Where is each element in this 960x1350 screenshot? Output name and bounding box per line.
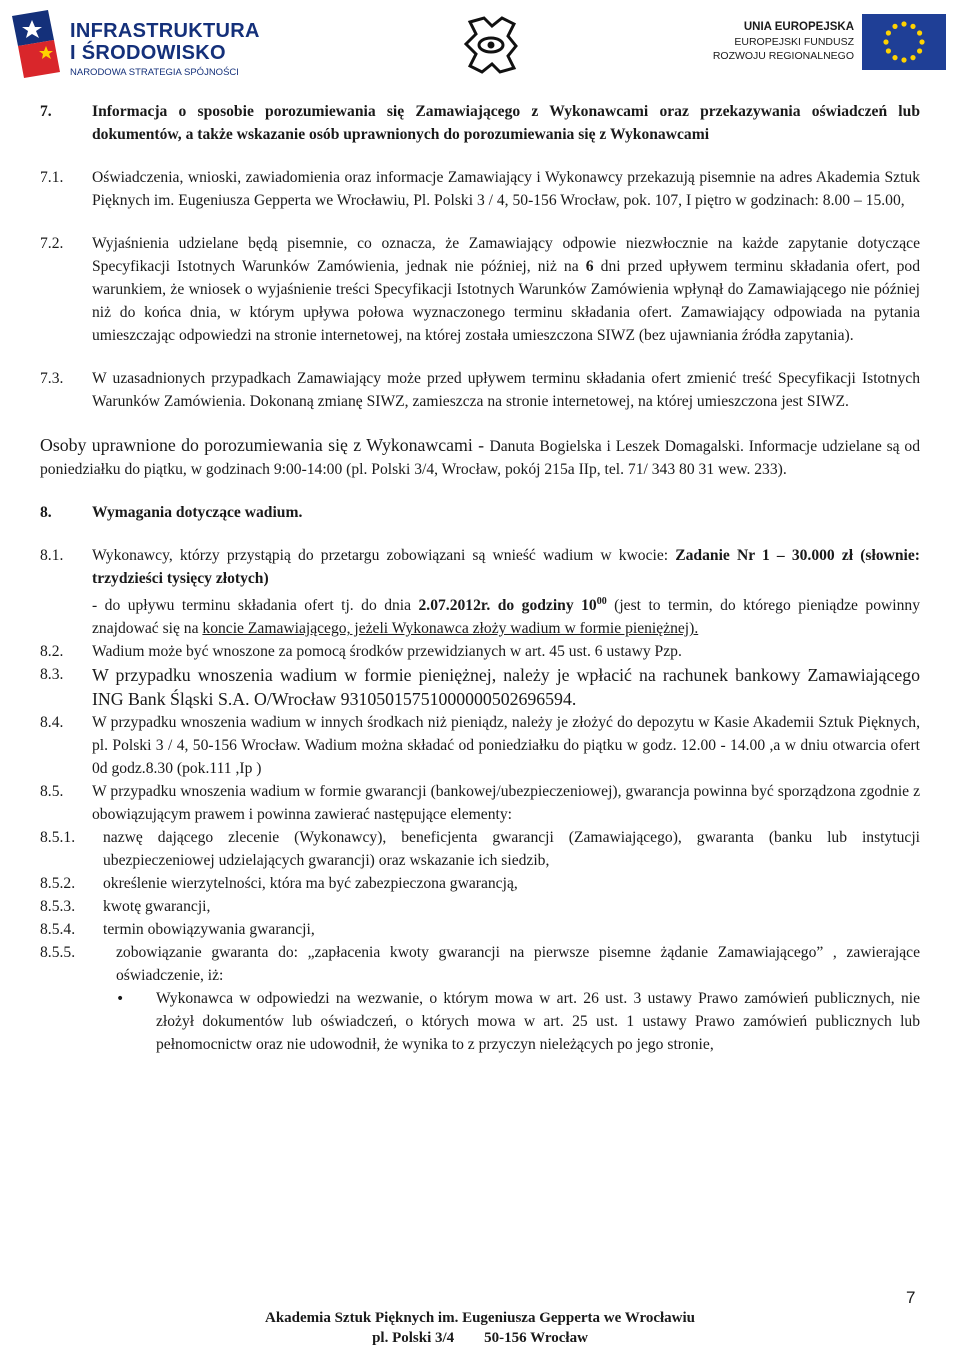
paragraph-8-5-1 xyxy=(40,826,920,872)
section-7-heading xyxy=(40,100,920,146)
paragraph-8-2 xyxy=(40,640,920,663)
eu-line-3: ROZWOJU REGIONALNEGO xyxy=(712,50,854,62)
paragraph-text: kwotę gwarancji, xyxy=(103,898,211,916)
eu-line-1: UNIA EUROPEJSKA xyxy=(743,21,854,33)
text-span: - do upływu terminu składania ofert tj. do dnia xyxy=(92,597,419,615)
paragraph-number: 8.5.1. xyxy=(40,829,76,847)
paragraph-text: Wadium może być wnoszone za pomocą środków przewidzianych w art. 45 ust. 6 ustawy Pzp. xyxy=(92,643,682,661)
paragraph-number: 8.5.4. xyxy=(40,921,76,939)
persons-lead: Osoby uprawnione do porozumiewania się z Wykonawcami - xyxy=(40,435,490,455)
paragraph-text: zobowiązanie gwaranta do: „zapłacenia kwoty gwarancji na pierwsze pisemne żądanie Zamawiającego” , zawierające oświadczenie, iż: xyxy=(116,944,920,985)
paragraph-number: 7.3. xyxy=(40,370,64,387)
paragraph-8-5-2 xyxy=(40,872,920,895)
logo-line-3: NARODOWA STRATEGIA SPÓJNOŚCI xyxy=(70,67,239,78)
paragraph-7-2 xyxy=(40,232,920,347)
logo-line-2: I ŚRODOWISKO xyxy=(70,42,226,64)
paragraph-number: 7.2. xyxy=(40,235,64,252)
paragraph-number: 7.1. xyxy=(40,169,64,186)
section-8-heading xyxy=(40,501,920,524)
eu-logo xyxy=(712,10,952,76)
paragraph-7-1 xyxy=(40,166,920,212)
paragraph-7-3 xyxy=(40,367,920,413)
text-span: dni przed upływem terminu składania ofert, pod warunkiem, że wniosek o wyjaśnienie treści Specyfikacji Istotnych Warunków Zamówienia wpłynął do Zamawiającego nie później niż do końca dnia, w którym upływa połowa wyznaczonego terminu składania ofert. Zamawiający odpowiada na pytania umieszczając odpowiedzi na stronie internetowej, na której została umieszczona SIWZ (bez ujawniania źródła zapytania). xyxy=(92,258,921,344)
section-number: 8. xyxy=(40,504,52,521)
section-title: Wymagania dotyczące wadium. xyxy=(92,504,303,521)
paragraph-text xyxy=(92,544,920,640)
authorized-persons xyxy=(40,433,920,481)
paragraph-text: W przypadku wnoszenia wadium w innych środkach niż pieniądz, należy je złożyć do depozytu w Kasie Akademii Sztuk Pięknych, pl. Polski 3 / 4, 50-156 Wrocław. Wadium można składać od poniedziałku do piątku w godz. 12.00 - 14.00 ,a w dniu otwarcia ofert 0d godz.8.30 (pok.111 ,Ip ) xyxy=(92,714,920,778)
paragraph-text: W przypadku wnoszenia wadium w formie pieniężnej, należy je wpłacić na rachunek bankowy Zamawiającego ING Bank Śląski S.A. O/Wrocław 93105015751000000502696594. xyxy=(92,665,920,710)
logo-bar xyxy=(0,0,960,90)
logo-line-1: INFRASTRUKTURA xyxy=(70,20,260,42)
paragraph-8-5-5 xyxy=(40,941,920,987)
paragraph-text: określenie wierzytelności, która ma być zabezpieczona gwarancją, xyxy=(103,875,518,893)
persons-details: Informacje udzielane są od poniedziałku do piątku, w godzinach 9:00-14:00 (pl. Polski 3/4, Wrocław, pokój 215a IIp, tel. 71/ 343 80 31 wew. 233). xyxy=(40,438,920,478)
deadline-minutes: 00 xyxy=(596,596,607,607)
paragraph-number: 8.5.3. xyxy=(40,898,76,916)
bullet-item xyxy=(116,987,920,1056)
poland-flag-stars-icon xyxy=(8,6,66,80)
paragraph-text: nazwę dającego zlecenie (Wykonawcy), beneficjenta gwarancji (Zamawiającego), gwaranta (banku lub instytucji ubezpieczeniowej udzielających gwarancji) oraz wskazanie ich siedzib, xyxy=(103,829,920,870)
paragraph-text: termin obowiązywania gwarancji, xyxy=(103,921,315,939)
text-span: Wyjaśnienia udzielane będą pisemnie, co oznacza, że Zamawiający odpowie niezwłocznie na każde zapytanie dotyczące Specyfikacji Istotnych Warunków Zamówienia, jednak nie później, niż na xyxy=(92,235,920,275)
paragraph-8-3 xyxy=(40,663,920,711)
text-span: (jest to termin, do którego pieniądze powinny znajdować się na xyxy=(92,597,921,638)
infrastruktura-logo xyxy=(8,6,268,80)
underlined-text: koncie Zamawiającego, jeżeli Wykonawca złoży wadium w formie pieniężnej). xyxy=(202,620,699,638)
document-body xyxy=(40,100,920,1056)
paragraph-number: 8.3. xyxy=(40,666,64,684)
persons-names: Danuta Bogielska i Leszek Domagalski. xyxy=(489,438,744,455)
paragraph-text: W uzasadnionych przypadkach Zamawiający może przed upływem terminu składania ofert zmienić treść Specyfikacji Istotnych Warunków Zamówienia. Dokonaną zmianę SIWZ, zamieszcza na stronie internetowej, na której umieszczona jest SIWZ. xyxy=(92,370,920,410)
bullet-icon xyxy=(116,987,156,1056)
paragraph-text: Oświadczenia, wnioski, zawiadomienia oraz informacje Zamawiający i Wykonawcy przekazują pisemnie na adres Akademia Sztuk Pięknych im. Eugeniusza Gepperta we Wrocławiu, Pl. Polski 3 / 4, 50-156 Wrocław, pok. 107, I piętro w godzinach: 8.00 – 15.00, xyxy=(92,169,920,209)
text-span: Wykonawcy, którzy przystąpią do przetargu zobowiązani są wnieść wadium w kwocie: xyxy=(92,547,676,564)
paragraph-number: 8.5.2. xyxy=(40,875,76,893)
paragraph-number: 8.5. xyxy=(40,783,64,801)
paragraph-8-5-4 xyxy=(40,918,920,941)
bullet-text: Wykonawca w odpowiedzi na wezwanie, o którym mowa w art. 26 ust. 3 ustawy Prawo zamówień publicznych, nie złożył dokumentów lub oświadczeń, o których mowa w art. 25 ust. 1 ustawy Prawo zamówień publicznych lub pełnomocnictw oraz nie udowodnił, że wynika to z przyczyn nieleżących po jego stronie, xyxy=(156,990,920,1054)
paragraph-8-5 xyxy=(40,780,920,826)
section-number: 7. xyxy=(40,103,52,120)
bold-deadline: 2.07.2012r. do godziny 10 xyxy=(418,597,597,615)
section-title: Informacja o sposobie porozumiewania się Zamawiającego z Wykonawcami oraz przekazywania oświadczeń lub dokumentów, a także wskazanie osób uprawnionych do porozumiewania się z Wykonawcami xyxy=(92,103,920,143)
footer-line-2: pl. Polski 3/4 50-156 Wrocław xyxy=(372,1330,588,1346)
eu-line-2: EUROPEJSKI FUNDUSZ xyxy=(734,36,854,48)
paragraph-number: 8.2. xyxy=(40,643,64,661)
footer-line-1: Akademia Sztuk Pięknych im. Eugeniusza Gepperta we Wrocławiu xyxy=(264,1310,696,1326)
footer xyxy=(0,1308,960,1348)
academy-emblem xyxy=(462,14,520,76)
eu-flag-icon xyxy=(862,14,946,70)
page-number: 7 xyxy=(906,1288,916,1307)
paragraph-8-4 xyxy=(40,711,920,780)
paragraph-8-1 xyxy=(40,544,920,640)
paragraph-8-5-3 xyxy=(40,895,920,918)
paragraph-number: 8.1. xyxy=(40,547,64,564)
paragraph-number: 8.4. xyxy=(40,714,64,732)
bold-amount: Zadanie Nr 1 – 30.000 zł (słownie: trzydzieści tysięcy złotych) xyxy=(92,547,920,587)
paragraph-number: 8.5.5. xyxy=(40,944,76,962)
paragraph-text xyxy=(92,232,920,347)
eye-emblem-icon xyxy=(462,14,520,76)
paragraph-text: W przypadku wnoszenia wadium w formie gwarancji (bankowej/ubezpieczeniowej), gwarancja powinna być sporządzona zgodnie z obowiązującym prawem i powinna zawierać następujące elementy: xyxy=(92,783,920,824)
bold-days: 6 xyxy=(585,258,594,275)
